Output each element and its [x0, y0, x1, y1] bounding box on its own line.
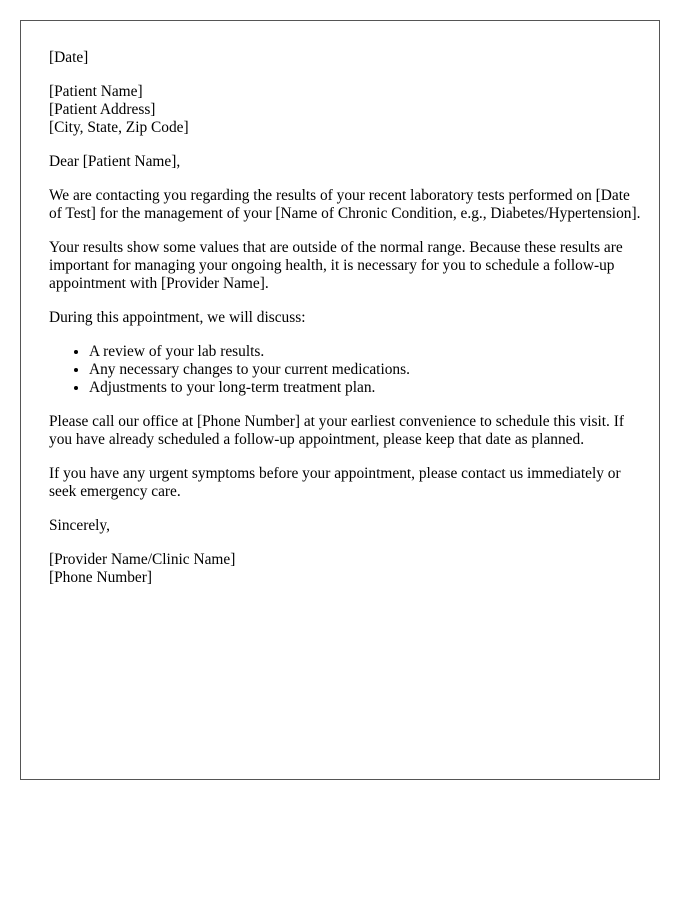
recipient-address: [Patient Address] — [49, 101, 156, 118]
letter-date: [Date] — [49, 49, 89, 66]
paragraph-lab-results: We are contacting you regarding the results of your recent laboratory tests performed on [Date of Test] for the management of your [Name of Chronic Condition, e.g., Diabetes/Hypertension]. — [49, 187, 641, 222]
salutation: Dear [Patient Name], — [49, 153, 181, 170]
recipient-city-state-zip: [City, State, Zip Code] — [49, 119, 189, 136]
discussion-list — [49, 343, 641, 397]
paragraph-follow-up: Your results show some values that are outside of the normal range. Because these results are important for managing your ongoing health, it is necessary for you to schedule a follow-up appointment with [Provider Name]. — [49, 239, 623, 292]
list-item: • Any necessary changes to your current medications. — [89, 361, 641, 379]
signature-phone: [Phone Number] — [49, 569, 153, 586]
recipient-block — [49, 83, 641, 137]
signature-provider: [Provider Name/Clinic Name] — [49, 551, 236, 568]
paragraph-urgent-symptoms: If you have any urgent symptoms before your appointment, please contact us immediately or seek emergency care. — [49, 465, 621, 500]
letter-body — [49, 49, 641, 603]
paragraph-call-office: Please call our office at [Phone Number] at your earliest convenience to schedule this visit. If you have already scheduled a follow-up appointment, please keep that date as planned. — [49, 413, 624, 448]
closing: Sincerely, — [49, 517, 110, 534]
paragraph-discussion-intro: During this appointment, we will discuss: — [49, 309, 306, 326]
list-item: • A review of your lab results. — [89, 343, 641, 361]
letter-page — [20, 20, 660, 780]
list-item: • Adjustments to your long-term treatment plan. — [89, 379, 641, 397]
signature-block — [49, 551, 641, 587]
recipient-name: [Patient Name] — [49, 83, 143, 100]
